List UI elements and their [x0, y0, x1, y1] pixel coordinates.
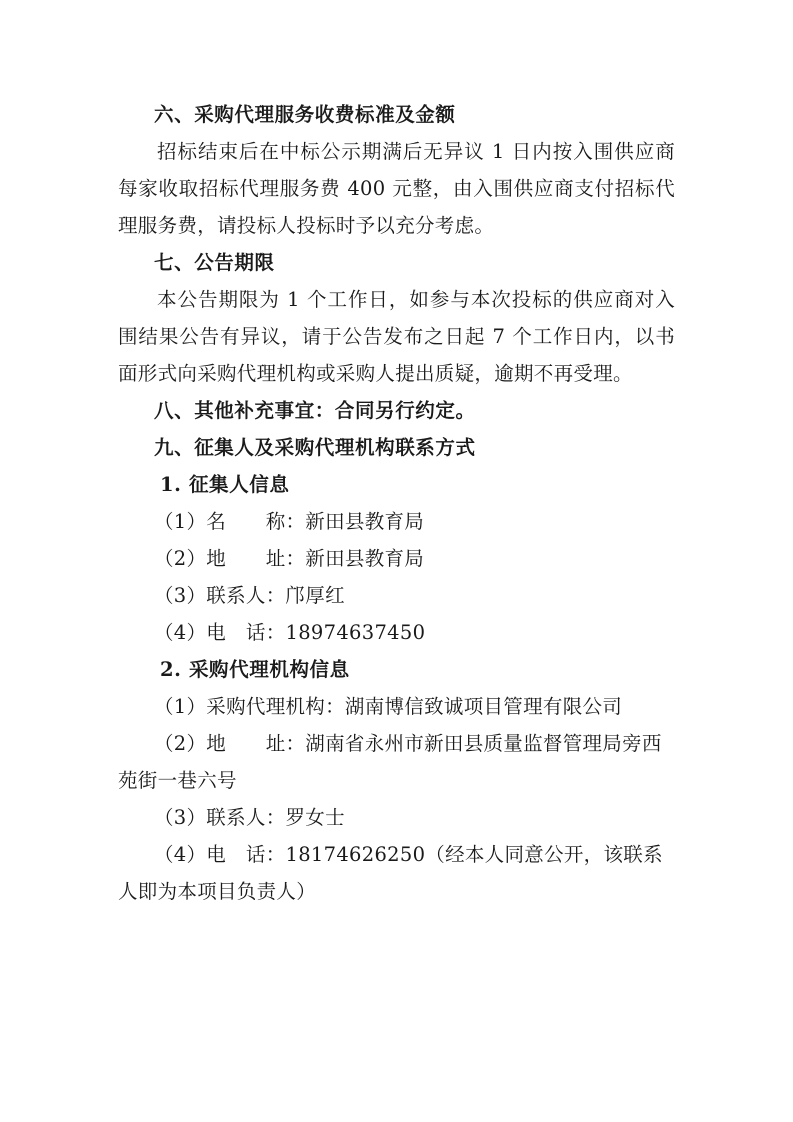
field-agency-address-text: （2）地 址：湖南省永州市新田县质量监督管理局旁西苑街一巷六号 — [118, 732, 662, 792]
field-agency-phone-text: （4）电 话：18174626250（经本人同意公开，该联系人即为本项目负责人） — [118, 843, 663, 903]
field-collector-name: （1）名 称：新田县教育局 — [154, 510, 425, 533]
paragraph-fee-standard: 招标结束后在中标公示期满后无异议 1 日内按入围供应商每家收取招标代理服务费 400 元整，由入围供应商支付招标代理服务费，请投标人投标时予以充分考虑。 — [118, 140, 675, 237]
section-heading-6: 六、采购代理服务收费标准及金额 — [154, 103, 456, 126]
sub-heading-collector-info: 1. 征集人信息 — [160, 473, 290, 496]
section-heading-7: 七、公告期限 — [154, 251, 275, 274]
field-collector-contact: （3）联系人：邝厚红 — [154, 584, 345, 607]
section-heading-9: 九、征集人及采购代理机构联系方式 — [154, 436, 476, 459]
field-agency-phone — [118, 836, 675, 910]
field-agency-name: （1）采购代理机构：湖南博信致诚项目管理有限公司 — [154, 695, 623, 718]
field-agency-address — [118, 725, 675, 799]
section-heading-8-value: 合同另行约定。 — [334, 399, 476, 422]
section-heading-8-label: 八、其他补充事宜： — [154, 399, 335, 422]
document-body — [118, 96, 675, 910]
field-collector-phone: （4）电 话：18974637450 — [154, 621, 426, 644]
field-collector-address: （2）地 址：新田县教育局 — [154, 547, 425, 570]
section-heading-8 — [118, 392, 675, 429]
field-agency-contact: （3）联系人：罗女士 — [154, 806, 345, 829]
sub-heading-agency-info: 2. 采购代理机构信息 — [160, 658, 350, 681]
paragraph-announcement-period: 本公告期限为 1 个工作日，如参与本次投标的供应商对入围结果公告有异议，请于公告发布之日起 7 个工作日内，以书面形式向采购代理机构或采购人提出质疑，逾期不再受理。 — [118, 288, 675, 385]
